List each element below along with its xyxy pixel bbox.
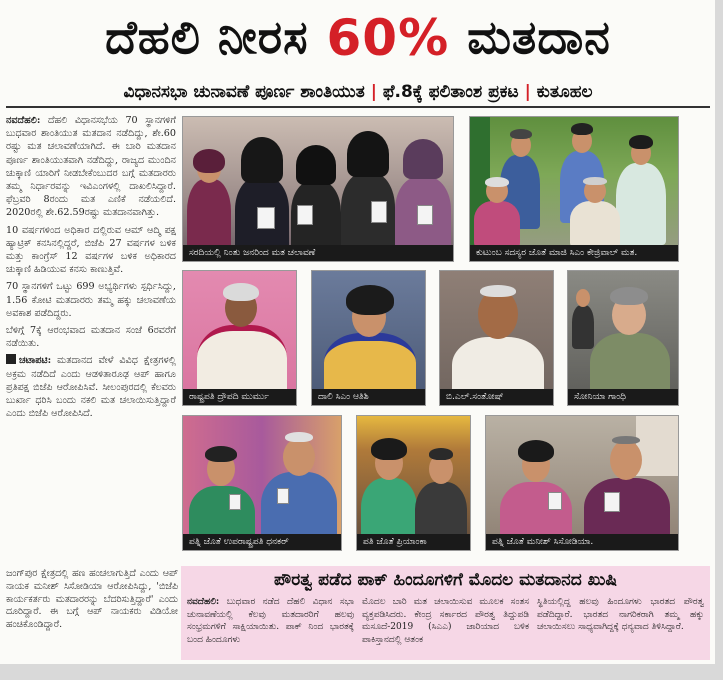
photo-caption: ಬಿ.ಎಲ್.ಸಂತೋಷ್ (440, 389, 553, 405)
photo-priyanka (356, 415, 471, 551)
subhead-separator: | (524, 82, 531, 102)
photo-caption: ದಾಲಿ ಸಿಎಂ ಆತಿಶಿ (312, 389, 425, 405)
photo-sisodia (485, 415, 679, 551)
headline-percent: 60% (326, 9, 450, 67)
secondary-story-title: ಪೌರತ್ವ ಪಡೆದ ಪಾಕ್ ಹಿಂದೂಗಳಿಗೆ ಮೊದಲ ಮತದಾನದ ಖುಷಿ (274, 570, 617, 590)
photo-caption: ಸೋನಿಯಾ ಗಾಂಧಿ (568, 389, 678, 405)
story-subhead: ಚಟಾಪಟಿ: (19, 355, 52, 367)
photo-caption: ಪತಿ ಜೊತೆ ಪ್ರಿಯಾಂಕಾ (357, 534, 470, 550)
story-column: ಸ್ಥಿತಿಯಲ್ಲಿದ್ದ ಹಲವು ಹಿಂದೂಗಳು ಭಾರತದ ಪೌರತ್ವ ಪಡೆದಿದ್ದಾರೆ. ಭಾರತದ ನಾಗರಿಕರಾಗಿ ತಮ್ಮ ಹಕ್ಕು ಚಲಾಯಿಸಲು ಸಾಧ್ಯವಾಗಿದ್ದಕ್ಕೆ ಧನ್ಯವಾದ ತಿಳಿಸಿದ್ದಾರೆ. (537, 597, 704, 633)
subhead-item-2: ಫೆ.8ಕ್ಕೆ ಫಲಿತಾಂಶ ಪ್ರಕಟ (382, 82, 519, 102)
story-column (187, 596, 354, 658)
main-story-column (6, 114, 176, 568)
secondary-story-body (187, 596, 704, 658)
story-paragraph: 70 ಸ್ಥಾನಗಳಿಗೆ ಒಟ್ಟು 699 ಅಭ್ಯರ್ಥಿಗಳು ಸ್ಪರ್ಧಿಸಿದ್ದು, 1.56 ಕೋಟಿ ಮತದಾರರು ತಮ್ಮ ಹಕ್ಕು ಚಲಾವಣೆಯ ಅವಕಾಶ ಪಡೆದಿದ್ದರು. (6, 281, 176, 319)
photo-caption: ಸರದಿಯಲ್ಲಿ ನಿಂತು ಜನರಿಂದ ಮತ ಚಲಾವಣೆ (183, 245, 453, 261)
main-story-continuation (6, 568, 178, 660)
subhead-separator: | (370, 82, 377, 102)
photo-murmu (182, 270, 297, 406)
story-paragraph (6, 114, 176, 220)
story-paragraph: ಜಂಗ್‌ಪುರ ಕ್ಷೇತ್ರದಲ್ಲಿ ಹಣ ಹಂಚಲಾಗುತ್ತಿದೆ ಎಂದು ಆಪ್ ನಾಯಕ ಮನೀಶ್ ಸಿಸೋಡಿಯಾ ಆರೋಪಿಸಿದ್ದು, 'ಬಿಜೆಪಿ ಕಾರ್ಯಕರ್ತರು ಮತದಾರರನ್ನು ಬೆದರಿಸುತ್ತಿದ್ದಾರೆ' ಎಂದು ದೂರಿದ್ದಾರೆ. ಈ ಬಗ್ಗೆ ಆಪ್ ನಾಯಕರು ವಿಡಿಯೋ ಹಂಚಿಕೊಂಡಿದ್ದಾರೆ. (6, 568, 178, 631)
headline-part2: ಮತದಾನ (467, 10, 611, 64)
headline (6, 2, 710, 74)
story-text: ದೆಹಲಿ ವಿಧಾನಸಭೆಯ 70 ಸ್ಥಾನಗಳಿಗೆ ಬುಧವಾರ ಶಾಂತಿಯುತ ಮತದಾನ ನಡೆದಿದ್ದು, ಶೇ.60 ರಷ್ಟು ಮತ ಚಲಾವಣೆಯಾಗಿದೆ. ಈ ಬಾರಿ ಮತದಾನ ಪೂರ್ಣ ಶಾಂತಿಯುತವಾಗಿ ನಡೆದಿದ್ದು, ರಾಜ್ಯದ ಮುಂದಿನ ಚುಕ್ಕಾಣಿ ಯಾರಿಗೆ ನೀಡಬೇಕೆಂಬುದರ ಬಗ್ಗೆ ಮತದಾರರು ತಮ್ಮ ನಿರ್ಧಾರವನ್ನು ಇವಿಎಂಗಳಲ್ಲಿ ದಾಖಲಿಸಿದ್ದಾರೆ. ಫೆಬ್ರವರಿ 8ರಂದು ಮತ ಎಣಿಕೆ ನಡೆಯಲಿದೆ. 2020ರಲ್ಲಿ ಶೇ.62.59ರಷ್ಟು ಮತದಾನವಾಗಿತ್ತು. (6, 115, 176, 219)
photo-dhankhar (182, 415, 342, 551)
dateline: ನವದೆಹಲಿ: (187, 597, 220, 607)
subheadline (6, 78, 710, 108)
photo-sonia-gandhi (567, 270, 679, 406)
photo-caption: ಪತ್ನಿ ಜೊತೆ ಮನೀಶ್ ಸಿಸೋಡಿಯಾ. (486, 534, 678, 550)
photo-bl-santhosh (439, 270, 554, 406)
story-paragraph: ಬೆಳಿಗ್ಗೆ 7ಕ್ಕೆ ಆರಂಭವಾದ ಮತದಾನ ಸಂಜೆ 6ರವರೆಗೆ ನಡೆಯಿತು. (6, 325, 176, 350)
headline-part1: ದೆಹಲಿ ನೀರಸ (105, 10, 309, 64)
story-column: ಮೊದಲ ಬಾರಿ ಮತ ಚಲಾಯಿಸುವ ಮೂಲಕ ಸಂತಸ ವ್ಯಕ್ತಪಡಿಸಿದರು. ಕೇಂದ್ರ ಸರ್ಕಾರದ ಪೌರತ್ವ ತಿದ್ದುಪಡಿ ಮಸೂದೆ-2019 (ಸಿಎಎ) ಜಾರಿಯಾದ ಬಳಿಕ ಪಾಕಿಸ್ತಾನದಲ್ಲಿ ಆತಂಕ (362, 597, 529, 645)
photo-caption: ಪತ್ನಿ ಜೊತೆ ಉಪರಾಷ್ಟ್ರಪತಿ ಧನಕರ್ (183, 534, 341, 550)
story-paragraph: 10 ವರ್ಷಗಳಿಂದ ಅಧಿಕಾರ ದಲ್ಲಿರುವ ಆಮ್ ಆದ್ಮಿ ಪಕ್ಷ ಹ್ಯಾಟ್ರಿಕ್ ಕನಸಿನಲ್ಲಿದ್ದರೆ, ಬಿಜೆಪಿ 27 ವರ್ಷಗಳ ಬಳಿಕ ಮತ್ತು ಕಾಂಗ್ರೆಸ್ 12 ವರ್ಷಗಳ ಬಳಿಕ ಅಧಿಕಾರದ ಚುಕ್ಕಾಣಿ ಹಿಡಿಯುವ ಕನಸು ಕಾಣುತ್ತಿವೆ. (6, 224, 176, 276)
photo-voters-queue (182, 116, 454, 262)
subhead-item-1: ವಿಧಾನಸಭಾ ಚುನಾವಣೆ ಪೂರ್ಣ ಶಾಂತಿಯುತ (123, 82, 365, 102)
photo-caption: ಕುಟುಂಬ ಸದಸ್ಯರ ಜೊತೆ ಮಾಜಿ ಸಿಎಂ ಕೇಜ್ರಿವಾಲ್ ಮತ. (470, 245, 678, 261)
dateline: ನವದೆಹಲಿ: (6, 115, 41, 126)
photo-caption: ರಾಷ್ಟ್ರಪತಿ ದ್ರೌಪದಿ ಮುರ್ಮು (183, 389, 296, 405)
story-text: ಬುಧವಾರ ನಡೆದ ದೆಹಲಿ ವಿಧಾನ ಸಭಾ ಚುನಾವಣೆಯಲ್ಲಿ ಕೆಲವು ಮತದಾರರಿಗೆ ಹಲವು ಸಂಭ್ರಮಗಳಿಗೆ ಸಾಕ್ಷಿಯಾಯಿತು. ಪಾಕ್ ನಿಂದ ಭಾರತಕ್ಕೆ ಬಂದ ಹಿಂದೂಗಳು (187, 597, 354, 645)
story-text: ಮತದಾನದ ವೇಳೆ ವಿವಿಧ ಕ್ಷೇತ್ರಗಳಲ್ಲಿ ಅಕ್ರಮ ನಡೆದಿದೆ ಎಂದು ಆಡಳಿತಾರೂಢ ಆಪ್ ಹಾಗೂ ಪ್ರತಿಪಕ್ಷ ಬಿಜೆಪಿ ಆರೋಪಿಸಿವೆ. ಸೀಲಂಪುರದಲ್ಲಿ ಕೆಲವರು ಬುರ್ಖಾ ಧರಿಸಿ ಬಂದು ನಕಲಿ ಮತ ಚಲಾಯಿಸುತ್ತಿದ್ದಾರೆ ಎಂದು ಬಿಜೆಪಿ ಆರೋಪಿಸಿದೆ. (6, 355, 176, 420)
photo-kejriwal-family (469, 116, 679, 262)
story-paragraph (6, 354, 176, 420)
photo-atishi (311, 270, 426, 406)
bullet-square-icon (6, 354, 16, 364)
subhead-item-3: ಕುತೂಹಲ (536, 82, 593, 102)
secondary-story (181, 566, 710, 660)
